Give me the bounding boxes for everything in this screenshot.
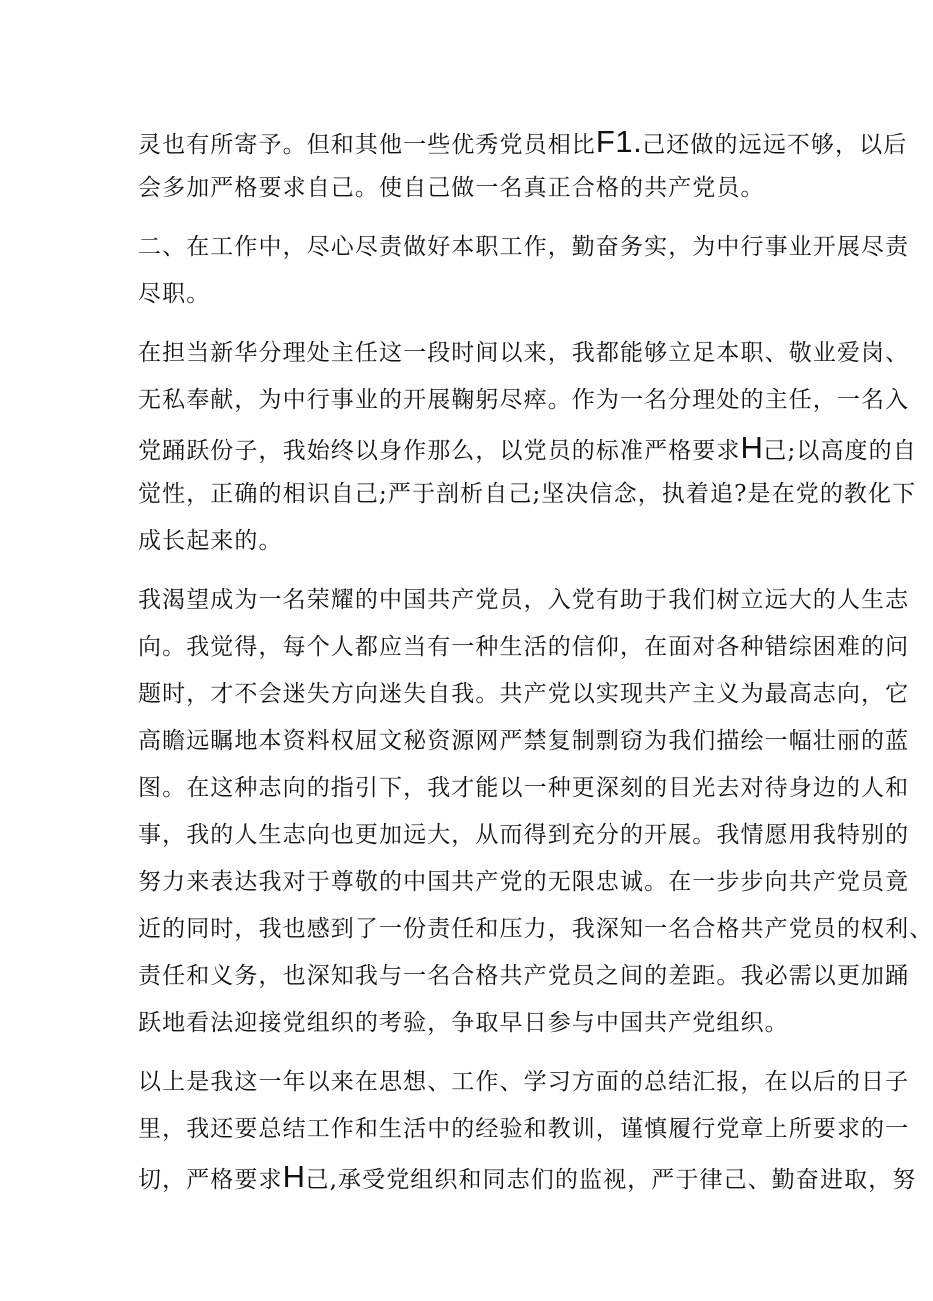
text-line <box>138 518 798 565</box>
ocr-artifact-glyph: H <box>740 430 764 465</box>
text-line <box>138 118 908 165</box>
text-segment: 无私奉献，为中行事业的开展鞠躬尽瘁。作为一名分理处的主任，一名入 <box>138 387 910 413</box>
text-line <box>138 1106 910 1153</box>
text-line <box>138 859 910 906</box>
text-line <box>138 671 910 718</box>
text-segment: 己,承受党组织和同志们的监视，严于律己、勤奋进取，努 <box>305 1167 917 1193</box>
paragraph <box>138 330 917 565</box>
text-segment: 高瞻远瞩地本资料权屈文秘资源网严禁复制剽窃为我们描绘一幅壮丽的蓝 <box>138 728 910 754</box>
text-line <box>138 224 910 271</box>
text-segment: 己还做的远远不够，以后 <box>642 132 908 158</box>
paragraph <box>138 118 908 212</box>
text-segment: 跃地看法迎接党组织的考验，争取早日参与中国共产党组织。 <box>138 1010 789 1036</box>
text-segment: 己;以高度的自 <box>763 438 917 464</box>
text-segment: 在担当新华分理处主任这一段时间以来，我都能够立足本职、敬业爱岗、 <box>138 340 910 366</box>
text-segment: 成长起来的。 <box>138 528 283 554</box>
text-segment: 尽职。 <box>138 281 211 307</box>
paragraph-spacer <box>138 212 798 224</box>
text-line <box>138 1059 910 1106</box>
text-segment: 会多加严格要求自己。使自己做一名真正合格的共产党员。 <box>138 175 765 201</box>
text-line <box>138 330 910 377</box>
text-segment: 图。在这种志向的指引下，我才能以一种更深刻的目光去对待身边的人和 <box>138 775 910 801</box>
text-segment: 事，我的人生志向也更加远大，从而得到充分的开展。我情愿用我特别的 <box>138 822 910 848</box>
text-segment: 灵也有所寄予。但和其他一些优秀党员相比 <box>138 132 596 158</box>
section-heading <box>138 224 910 318</box>
text-line <box>138 906 933 953</box>
text-segment: 我渴望成为一名荣耀的中国共产党员，入党有助于我们树立远大的人生志 <box>138 587 910 613</box>
paragraph-spacer <box>138 1047 798 1059</box>
text-segment: 二、在工作中，尽心尽责做好本职工作，勤奋务实，为中行事业开展尽责 <box>138 234 910 260</box>
text-line <box>138 424 917 471</box>
text-line <box>138 377 910 424</box>
text-segment: 努力来表达我对于尊敬的中国共产党的无限忠诚。在一步步向共产党员竟 <box>138 869 910 895</box>
text-line <box>138 718 910 765</box>
text-segment: 以上是我这一年以来在思想、工作、学习方面的总结汇报，在以后的日子 <box>138 1069 910 1095</box>
text-line <box>138 165 798 212</box>
paragraph-spacer <box>138 565 798 577</box>
text-segment: 题时，才不会迷失方向迷失自我。共产党以实现共产主义为最高志向，它 <box>138 681 910 707</box>
text-line <box>138 812 910 859</box>
text-line <box>138 577 910 624</box>
paragraph-spacer <box>138 318 798 330</box>
paragraph <box>138 577 933 1047</box>
text-segment: 切，严格要求 <box>138 1167 283 1193</box>
text-line <box>138 471 917 518</box>
ocr-artifact-glyph: F1. <box>595 124 643 159</box>
text-line <box>138 624 910 671</box>
text-line <box>138 1000 798 1047</box>
text-segment: 责任和义务，也深知我与一名合格共产党员之间的差距。我必需以更加踊 <box>138 963 910 989</box>
paragraph <box>138 1059 917 1200</box>
text-segment: 向。我觉得，每个人都应当有一种生活的信仰，在面对各种错综困难的问 <box>138 634 910 660</box>
text-segment: 里，我还要总结工作和生活中的经验和教训，谨慎履行党章上所要求的一 <box>138 1116 910 1142</box>
text-line <box>138 765 910 812</box>
ocr-artifact-glyph: H <box>282 1159 306 1194</box>
text-segment: 觉性，正确的相识自己;严于剖析自己;坚决信念，执着追?是在党的教化下 <box>138 481 917 507</box>
text-segment: 党踊跃份子，我始终以身作那么，以党员的标准严格要求 <box>138 438 741 464</box>
document-body <box>138 118 933 1200</box>
text-line <box>138 271 798 318</box>
text-segment: 近的同时，我也感到了一份责任和压力，我深知一名合格共产党员的权利、 <box>138 916 933 942</box>
text-line <box>138 953 910 1000</box>
text-line <box>138 1153 917 1200</box>
